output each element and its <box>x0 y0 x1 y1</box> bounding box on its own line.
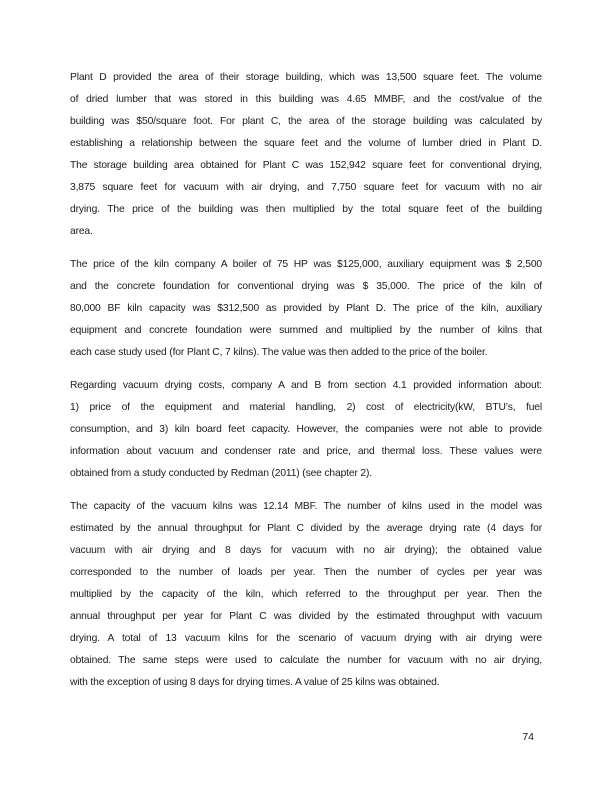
text-line: estimated by the annual throughput for Plant C divided by the average drying rate (4 days for <box>70 523 542 534</box>
text-line: The price of the kiln company A boiler of 75 HP was $125,000, auxiliary equipment was $ 2,500 <box>70 259 542 270</box>
page-body <box>70 67 542 705</box>
body-paragraph-3 <box>70 375 542 485</box>
text-line: Plant D provided the area of their storage building, which was 13,500 square feet. The volume <box>70 72 542 83</box>
text-line: Regarding vacuum drying costs, company A and B from section 4.1 provided information about: <box>70 380 542 391</box>
text-line: corresponded to the number of loads per year. Then the number of cycles per year was <box>70 567 542 578</box>
text-line: 80,000 BF kiln capacity was $312,500 as provided by Plant D. The price of the kiln, auxiliary <box>70 303 542 314</box>
text-line: 3,875 square feet for vacuum with air drying, and 7,750 square feet for vacuum with no air <box>70 182 542 193</box>
text-line: establishing a relationship between the square feet and the volume of lumber dried in Plant D. <box>70 138 542 149</box>
text-line: drying. A total of 13 vacuum kilns for the scenario of vacuum drying with air drying were <box>70 633 542 644</box>
page-number: 74 <box>522 731 534 743</box>
text-line: The capacity of the vacuum kilns was 12.14 MBF. The number of kilns used in the model was <box>70 501 542 512</box>
page-footer <box>70 730 542 744</box>
text-line: 1) price of the equipment and material handling, 2) cost of electricity(kW, BTU’s, fuel <box>70 402 542 413</box>
body-paragraph-4 <box>70 496 542 694</box>
text-line: area. <box>70 226 93 237</box>
text-line: equipment and concrete foundation were summed and multiplied by the number of kilns that <box>70 325 542 336</box>
text-line: obtained from a study conducted by Redman (2011) (see chapter 2). <box>70 468 373 479</box>
text-line: information about vacuum and condenser rate and price, and thermal loss. These values were <box>70 446 542 457</box>
text-line: drying. The price of the building was then multiplied by the total square feet of the building <box>70 204 542 215</box>
text-line: with the exception of using 8 days for drying times. A value of 25 kilns was obtained. <box>70 677 440 688</box>
text-line: each case study used (for Plant C, 7 kilns). The value was then added to the price of the boiler. <box>70 347 488 358</box>
text-line: obtained. The same steps were used to calculate the number for vacuum with no air drying, <box>70 655 542 666</box>
text-line: of dried lumber that was stored in this building was 4.65 MMBF, and the cost/value of the <box>70 94 542 105</box>
body-paragraph-2 <box>70 254 542 364</box>
text-line: annual throughput per year for Plant C was divided by the estimated throughput with vacuum <box>70 611 542 622</box>
text-line: vacuum with air drying and 8 days for vacuum with no air drying); the obtained value <box>70 545 542 556</box>
text-line: multiplied by the capacity of the kiln, which referred to the throughput per year. Then the <box>70 589 542 600</box>
text-line: and the concrete foundation for conventional drying was $ 35,000. The price of the kiln of <box>70 281 542 292</box>
text-line: building was $50/square foot. For plant C, the area of the storage building was calculated by <box>70 116 542 127</box>
text-line: consumption, and 3) kiln board feet capacity. However, the companies were not able to provide <box>70 424 542 435</box>
body-paragraph-1 <box>70 67 542 243</box>
text-line: The storage building area obtained for Plant C was 152,942 square feet for conventional drying, <box>70 160 542 171</box>
